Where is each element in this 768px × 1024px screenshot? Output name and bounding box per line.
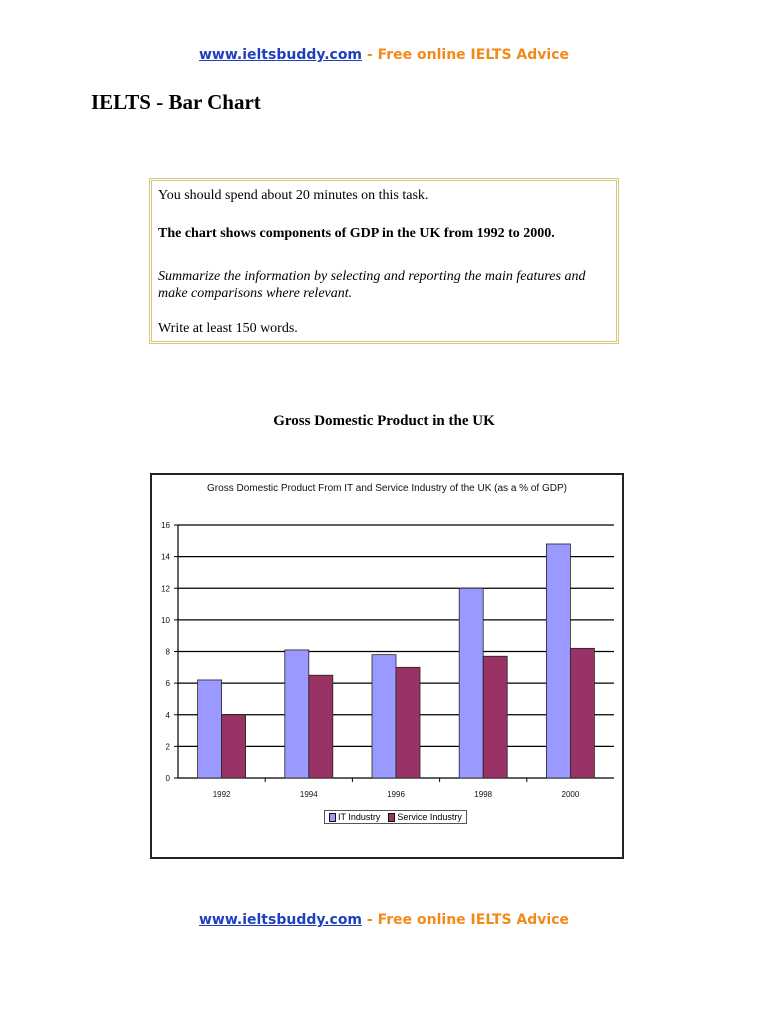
- chart-heading: Gross Domestic Product in the UK: [273, 413, 495, 429]
- x-tick-label: 2000: [561, 790, 580, 799]
- legend-item-it: [329, 812, 380, 822]
- task-description: The chart shows components of GDP in the UK from 1992 to 2000.: [158, 226, 555, 241]
- bar-service-industry: [222, 715, 246, 778]
- page-title: IELTS - Bar Chart: [91, 90, 261, 114]
- legend-swatch-it: [329, 813, 336, 822]
- x-tick-label: 1998: [474, 790, 493, 799]
- site-link[interactable]: www.ieltsbuddy.com: [198, 47, 363, 63]
- y-tick-label: 8: [165, 647, 170, 657]
- legend-label-service: Service Industry: [397, 812, 462, 822]
- legend-label-it: IT Industry: [338, 812, 381, 822]
- footer-site-tagline: - Free online IELTS Advice: [362, 912, 570, 928]
- legend-item-service: [388, 812, 462, 822]
- chart-frame: [150, 473, 624, 859]
- bar-it-industry: [198, 680, 222, 778]
- y-tick-label: 12: [161, 584, 170, 594]
- task-summary-instruction: Summarize the information by selecting and reporting the main features and make comparisons where relevant.: [158, 269, 586, 301]
- bar-service-industry: [570, 648, 594, 778]
- y-tick-label: 6: [165, 679, 170, 689]
- y-tick-label: 16: [161, 521, 170, 530]
- y-tick-label: 2: [165, 742, 170, 752]
- y-tick-label: 14: [161, 552, 170, 562]
- header-banner: [0, 47, 768, 63]
- y-tick-label: 0: [165, 774, 170, 783]
- bar-service-industry: [396, 667, 420, 778]
- site-tagline: - Free online IELTS Advice: [362, 47, 570, 63]
- chart-legend: [324, 810, 467, 824]
- x-tick-label: 1996: [387, 790, 405, 799]
- footer-banner: [0, 912, 768, 928]
- bar-it-industry: [372, 655, 396, 778]
- bar-chart: [152, 475, 622, 857]
- bar-service-industry: [483, 656, 507, 778]
- bar-it-industry: [546, 544, 570, 778]
- bar-service-industry: [309, 675, 333, 778]
- chart-title: Gross Domestic Product From IT and Service Industry of the UK (as a % of GDP): [207, 483, 567, 494]
- x-tick-label: 1994: [299, 790, 318, 799]
- task-time-instruction: You should spend about 20 minutes on this task.: [158, 188, 429, 203]
- task-word-count: Write at least 150 words.: [158, 321, 298, 336]
- x-tick-label: 1992: [212, 790, 231, 799]
- legend-swatch-service: [388, 813, 395, 822]
- bar-it-industry: [459, 588, 483, 778]
- bar-it-industry: [285, 650, 309, 778]
- y-tick-label: 10: [161, 615, 170, 625]
- footer-site-link[interactable]: www.ieltsbuddy.com: [198, 912, 363, 928]
- task-box: [149, 178, 619, 344]
- y-tick-label: 4: [165, 710, 170, 720]
